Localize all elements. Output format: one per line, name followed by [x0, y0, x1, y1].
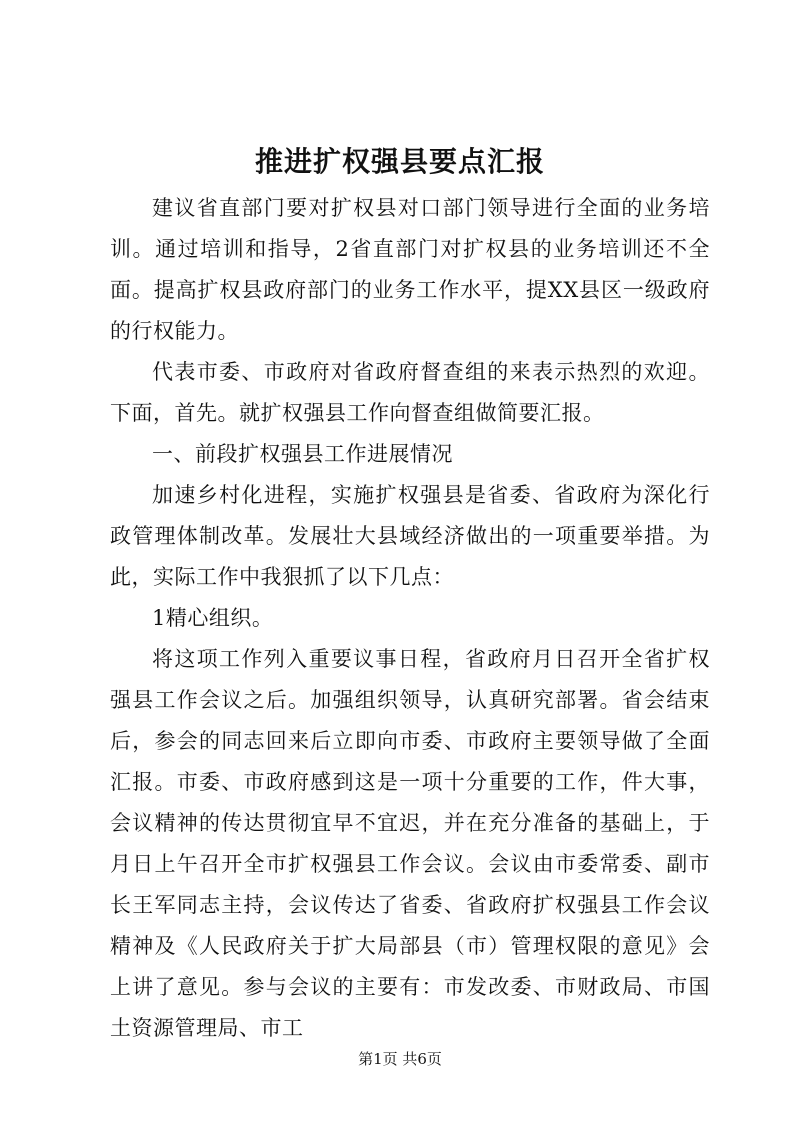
- paragraph-welcome: 代表市委、市政府对省政府督查组的来表示热烈的欢迎。下面，首先。就扩权强县工作向督查组做简要汇报。: [110, 360, 710, 425]
- document-title: 推进扩权强县要点汇报: [254, 145, 545, 178]
- paragraph-organization-details: 将这项工作列入重要议事日程，省政府月日召开全省扩权强县工作会议之后。加强组织领导，认真研究部署。省会结束后，参会的同志回来后立即向市委、市政府主要领导做了全面汇报。市委、市政府感到这是一项十分重要的工作，件大事，会议精神的传达贯彻宜早不宜迟，并在充分准备的基础上，于月日上午召开全市扩权强县工作会议。会议由市委常委、副市长王军同志主持，会议传达了省委、省政府扩权强县工作会议精神及《人民政府关于扩大局部县（市）管理权限的意见》会上讲了意见。参与会议的主要有：市发改委、市财政局、市国土资源管理局、市工: [110, 647, 710, 1040]
- subheading-organization: 1精心组织。: [152, 606, 274, 630]
- section-heading-progress: 一、前段扩权强县工作进展情况: [152, 442, 453, 466]
- paragraph-training-suggestion: 建议省直部门要对扩权县对口部门领导进行全面的业务培训。通过培训和指导，2省直部门对扩权县的业务培训还不全面。提高扩权县政府部门的业务工作水平，提XX县区一级政府的行权能力。: [110, 196, 710, 343]
- paragraph-overview: 加速乡村化进程，实施扩权强县是省委、省政府为深化行政管理体制改革。发展壮大县域经济做出的一项重要举措。为此，实际工作中我狠抓了以下几点：: [110, 483, 710, 589]
- page-footer: 第1页 共6页: [358, 1050, 442, 1068]
- document-body: [110, 188, 710, 1049]
